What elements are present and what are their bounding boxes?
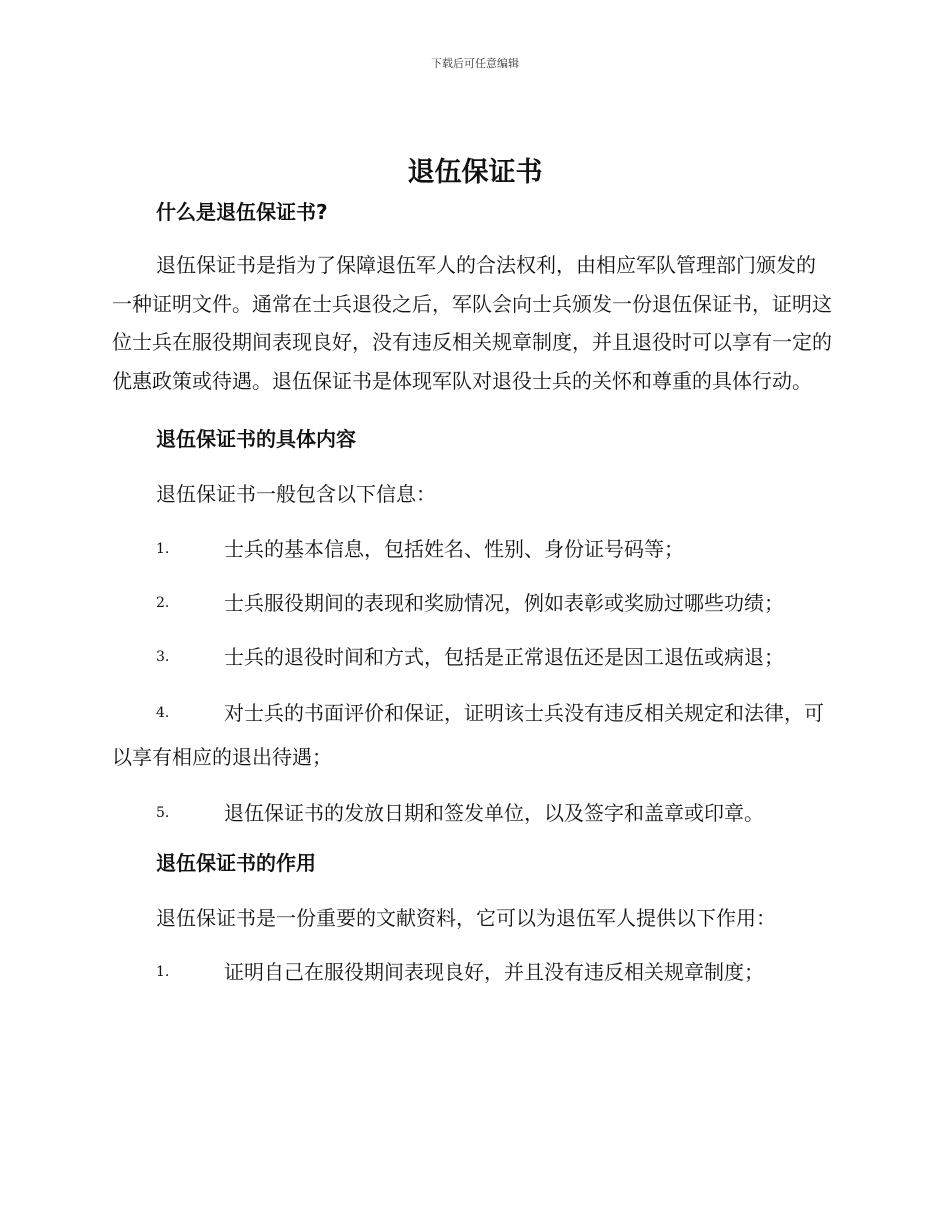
list-number: 4. xyxy=(156,704,170,721)
list-text: 证明自己在服役期间表现良好，并且没有违反相关规章制度； xyxy=(224,960,764,984)
paragraph: 退伍保证书是指为了保障退伍军人的合法权利，由相应军队管理部门颁发的一种证明文件。通常在士兵退役之后，军队会向士兵颁发一份退伍保证书，证明这位士兵在服役期间表现良好，没有违反相关规章制度，并且退役时可以享有一定的优惠政策或待遇。退伍保证书是体现军队对退役士兵的关怀和尊重的具体行动。 xyxy=(112,253,832,393)
paragraph: 退伍保证书是一份重要的文献资料，它可以为退伍军人提供以下作用： xyxy=(156,905,776,930)
list-item xyxy=(112,529,834,569)
section-heading: 什么是退伍保证书? xyxy=(156,200,328,224)
list-item xyxy=(112,637,834,677)
list-text: 退伍保证书的发放日期和签发单位，以及签字和盖章或印章。 xyxy=(224,800,764,825)
list-item xyxy=(112,583,834,623)
header-note: 下载后可任意编辑 xyxy=(431,57,519,70)
document-title: 退伍保证书 xyxy=(407,157,543,188)
list-text: 对士兵的书面评价和保证，证明该士兵没有违反相关规定和法律，可以享有相应的退出待遇； xyxy=(112,700,824,769)
list-item xyxy=(112,691,834,779)
list-text: 士兵的基本信息，包括姓名、性别、身份证号码等； xyxy=(224,536,684,561)
list-number: 1. xyxy=(156,540,170,557)
section-heading: 退伍保证书的作用 xyxy=(156,850,316,875)
list-number: 3. xyxy=(156,648,170,665)
list-text: 士兵服役期间的表现和奖励情况，例如表彰或奖励过哪些功绩； xyxy=(224,590,784,615)
list-number: 2. xyxy=(156,594,170,611)
list-item xyxy=(112,952,834,992)
list-number: 1. xyxy=(156,964,170,980)
document-body xyxy=(112,198,834,992)
list-text: 士兵的退役时间和方式，包括是正常退伍还是因工退伍或病退； xyxy=(224,644,784,669)
list-number: 5. xyxy=(156,804,170,821)
paragraph: 退伍保证书一般包含以下信息： xyxy=(156,482,436,506)
list-item xyxy=(112,793,834,833)
section-heading: 退伍保证书的具体内容 xyxy=(156,427,356,451)
